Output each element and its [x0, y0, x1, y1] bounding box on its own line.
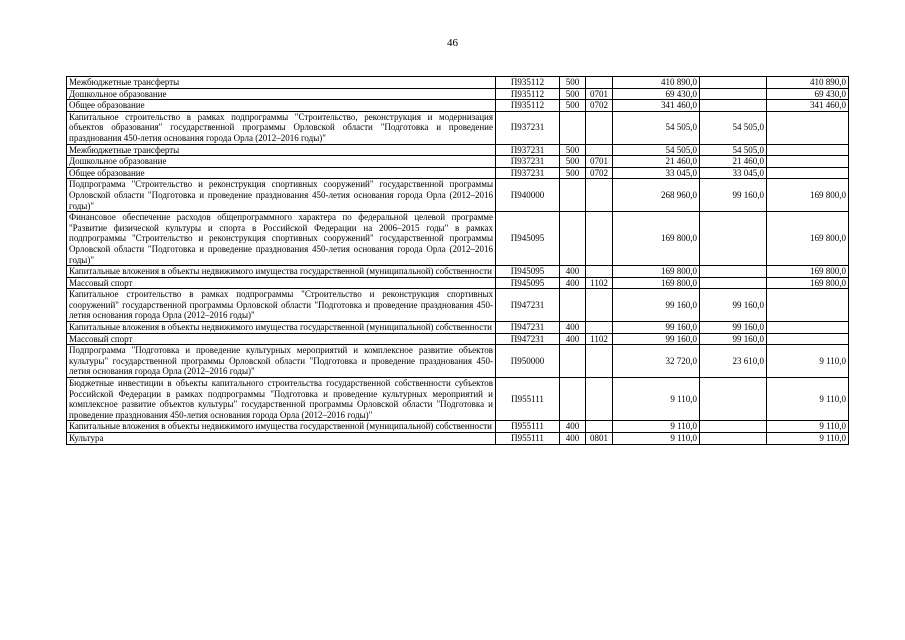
row-name-cell: Бюджетные инвестиции в объекты капитального строительства государственной собственности субъектов Российской Федерации в рамках подпрограммы "Подготовка и проведение культурных мероприятий и комплексное развитие объектов культуры" государственной программы Орловской области "Подготовка и проведение празднования 450-летия основания города Орла (2012–2016 годы)" [67, 378, 496, 421]
table-row [67, 345, 849, 378]
expense-type-cell [560, 378, 586, 421]
amount-a-cell [700, 77, 767, 89]
table-row [67, 167, 849, 179]
target-code-cell: П940000 [496, 179, 560, 212]
section-code-cell: 0701 [586, 156, 613, 168]
table-row [67, 289, 849, 322]
table-row [67, 322, 849, 334]
section-code-cell: 0702 [586, 167, 613, 179]
expense-type-cell [560, 111, 586, 144]
target-code-cell: П947231 [496, 322, 560, 334]
total-amount-cell: 169 800,0 [613, 212, 700, 266]
amount-b-cell: 169 800,0 [767, 179, 849, 212]
total-amount-cell: 410 890,0 [613, 77, 700, 89]
target-code-cell: П935112 [496, 100, 560, 112]
amount-b-cell [767, 289, 849, 322]
section-code-cell: 0801 [586, 433, 613, 445]
amount-a-cell [700, 88, 767, 100]
row-name-cell: Межбюджетные трансферты [67, 77, 496, 89]
table-row [67, 433, 849, 445]
section-code-cell [586, 378, 613, 421]
expense-type-cell [560, 345, 586, 378]
row-name-cell: Капитальные вложения в объекты недвижимого имущества государственной (муниципальной) собственности [67, 266, 496, 278]
total-amount-cell: 9 110,0 [613, 378, 700, 421]
expense-type-cell: 500 [560, 100, 586, 112]
amount-a-cell [700, 433, 767, 445]
total-amount-cell: 99 160,0 [613, 333, 700, 345]
target-code-cell: П945095 [496, 212, 560, 266]
section-code-cell [586, 144, 613, 156]
row-name-cell: Подпрограмма "Подготовка и проведение культурных мероприятий и комплексное развитие объектов культуры" государственной программы Орловской области "Подготовка и проведение празднования 450-летия основания города Орла (2012–2016 годы)" [67, 345, 496, 378]
amount-a-cell: 33 045,0 [700, 167, 767, 179]
total-amount-cell: 9 110,0 [613, 421, 700, 433]
budget-table-body [67, 77, 849, 445]
table-row [67, 88, 849, 100]
target-code-cell: П935112 [496, 88, 560, 100]
section-code-cell [586, 289, 613, 322]
amount-b-cell [767, 111, 849, 144]
row-name-cell: Капитальные вложения в объекты недвижимого имущества государственной (муниципальной) собственности [67, 322, 496, 334]
amount-a-cell: 99 160,0 [700, 179, 767, 212]
amount-a-cell: 54 505,0 [700, 111, 767, 144]
target-code-cell: П955111 [496, 421, 560, 433]
table-row [67, 277, 849, 289]
amount-a-cell [700, 212, 767, 266]
row-name-cell: Капитальные вложения в объекты недвижимого имущества государственной (муниципальной) собственности [67, 421, 496, 433]
expense-type-cell [560, 289, 586, 322]
total-amount-cell: 21 460,0 [613, 156, 700, 168]
table-row [67, 179, 849, 212]
target-code-cell: П947231 [496, 289, 560, 322]
target-code-cell: П945095 [496, 277, 560, 289]
table-row [67, 111, 849, 144]
total-amount-cell: 54 505,0 [613, 144, 700, 156]
section-code-cell [586, 322, 613, 334]
total-amount-cell: 99 160,0 [613, 322, 700, 334]
row-name-cell: Капитальное строительство в рамках подпрограммы "Строительство и реконструкция спортивных сооружений" государственной программы Орловской области "Подготовка и проведение празднования 450-летия основания города Орла (2012–2016 годы)" [67, 289, 496, 322]
section-code-cell [586, 345, 613, 378]
target-code-cell: П947231 [496, 333, 560, 345]
table-row [67, 77, 849, 89]
section-code-cell: 1102 [586, 277, 613, 289]
amount-b-cell: 169 800,0 [767, 212, 849, 266]
target-code-cell: П945095 [496, 266, 560, 278]
amount-a-cell [700, 277, 767, 289]
amount-a-cell: 54 505,0 [700, 144, 767, 156]
row-name-cell: Дошкольное образование [67, 156, 496, 168]
table-row [67, 156, 849, 168]
page-number: 46 [447, 37, 458, 49]
total-amount-cell: 169 800,0 [613, 266, 700, 278]
total-amount-cell: 54 505,0 [613, 111, 700, 144]
amount-a-cell [700, 100, 767, 112]
amount-b-cell [767, 144, 849, 156]
amount-b-cell: 169 800,0 [767, 277, 849, 289]
expense-type-cell: 400 [560, 421, 586, 433]
section-code-cell [586, 179, 613, 212]
row-name-cell: Массовый спорт [67, 333, 496, 345]
amount-b-cell [767, 156, 849, 168]
expense-type-cell: 400 [560, 266, 586, 278]
row-name-cell: Межбюджетные трансферты [67, 144, 496, 156]
budget-table [66, 76, 849, 445]
expense-type-cell [560, 179, 586, 212]
expense-type-cell: 400 [560, 433, 586, 445]
amount-a-cell [700, 266, 767, 278]
section-code-cell [586, 421, 613, 433]
total-amount-cell: 341 460,0 [613, 100, 700, 112]
section-code-cell: 0701 [586, 88, 613, 100]
amount-b-cell [767, 322, 849, 334]
amount-b-cell: 69 430,0 [767, 88, 849, 100]
row-name-cell: Общее образование [67, 100, 496, 112]
amount-b-cell [767, 167, 849, 179]
table-row [67, 378, 849, 421]
amount-a-cell: 99 160,0 [700, 289, 767, 322]
total-amount-cell: 268 960,0 [613, 179, 700, 212]
amount-b-cell: 9 110,0 [767, 345, 849, 378]
expense-type-cell: 400 [560, 322, 586, 334]
target-code-cell: П937231 [496, 156, 560, 168]
amount-a-cell: 99 160,0 [700, 322, 767, 334]
section-code-cell: 1102 [586, 333, 613, 345]
expense-type-cell: 400 [560, 277, 586, 289]
row-name-cell: Капитальное строительство в рамках подпрограммы "Строительство, реконструкция и модернизация объектов образования" государственной программы Орловской области "Подготовка и проведение празднования 450-летия основания города Орла (2012–2016 годы)" [67, 111, 496, 144]
row-name-cell: Дошкольное образование [67, 88, 496, 100]
row-name-cell: Культура [67, 433, 496, 445]
row-name-cell: Подпрограмма "Строительство и реконструкция спортивных сооружений" государственной программы Орловской области "Подготовка и проведение празднования 450-летия основания города Орла (2012–2016 годы)" [67, 179, 496, 212]
total-amount-cell: 99 160,0 [613, 289, 700, 322]
total-amount-cell: 69 430,0 [613, 88, 700, 100]
table-row [67, 333, 849, 345]
expense-type-cell: 500 [560, 167, 586, 179]
section-code-cell [586, 77, 613, 89]
table-row [67, 212, 849, 266]
expense-type-cell: 500 [560, 88, 586, 100]
table-row [67, 266, 849, 278]
table-row [67, 421, 849, 433]
table-row [67, 100, 849, 112]
amount-b-cell: 9 110,0 [767, 378, 849, 421]
target-code-cell: П935112 [496, 77, 560, 89]
amount-b-cell [767, 333, 849, 345]
total-amount-cell: 33 045,0 [613, 167, 700, 179]
row-name-cell: Массовый спорт [67, 277, 496, 289]
amount-b-cell: 169 800,0 [767, 266, 849, 278]
section-code-cell [586, 111, 613, 144]
target-code-cell: П955111 [496, 433, 560, 445]
total-amount-cell: 169 800,0 [613, 277, 700, 289]
row-name-cell: Общее образование [67, 167, 496, 179]
amount-b-cell: 9 110,0 [767, 433, 849, 445]
expense-type-cell [560, 212, 586, 266]
target-code-cell: П937231 [496, 167, 560, 179]
amount-a-cell [700, 378, 767, 421]
amount-a-cell: 21 460,0 [700, 156, 767, 168]
amount-b-cell: 341 460,0 [767, 100, 849, 112]
amount-b-cell: 410 890,0 [767, 77, 849, 89]
amount-a-cell: 99 160,0 [700, 333, 767, 345]
expense-type-cell: 400 [560, 333, 586, 345]
target-code-cell: П950000 [496, 345, 560, 378]
total-amount-cell: 9 110,0 [613, 433, 700, 445]
expense-type-cell: 500 [560, 156, 586, 168]
section-code-cell: 0702 [586, 100, 613, 112]
target-code-cell: П955111 [496, 378, 560, 421]
amount-a-cell [700, 421, 767, 433]
expense-type-cell: 500 [560, 77, 586, 89]
section-code-cell [586, 266, 613, 278]
section-code-cell [586, 212, 613, 266]
amount-b-cell: 9 110,0 [767, 421, 849, 433]
target-code-cell: П937231 [496, 144, 560, 156]
total-amount-cell: 32 720,0 [613, 345, 700, 378]
expense-type-cell: 500 [560, 144, 586, 156]
table-row [67, 144, 849, 156]
target-code-cell: П937231 [496, 111, 560, 144]
row-name-cell: Финансовое обеспечение расходов общепрограммного характера по федеральной целевой программе "Развитие физической культуры и спорта в Российской Федерации на 2006–2015 годы" в рамках подпрограммы "Строительство и реконструкция спортивных сооружений" государственной программы Орловской области "Подготовка и проведение празднования 450-летия основания города Орла (2012–2016 годы)" [67, 212, 496, 266]
amount-a-cell: 23 610,0 [700, 345, 767, 378]
